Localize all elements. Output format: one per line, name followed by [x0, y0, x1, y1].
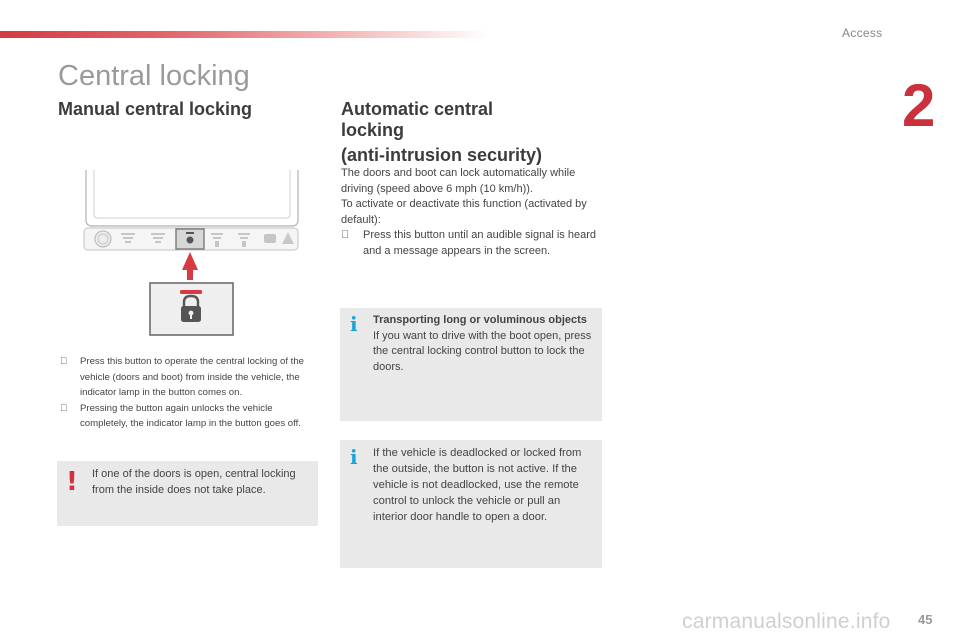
header-accent-bar — [0, 31, 490, 38]
automatic-locking-heading — [341, 99, 601, 166]
manual-step-2-text: Pressing the button again unlocks the vehicle completely, the indicator lamp in the button goes off. — [80, 402, 301, 429]
info-note-transport-title: Transporting long or voluminous objects — [373, 314, 587, 326]
info-icon: i — [350, 312, 358, 336]
bullet-icon — [60, 401, 67, 417]
automatic-locking-body — [341, 166, 605, 259]
info-note-deadlock-text: If the vehicle is deadlocked or locked from the outside, the button is not active. If the vehicle is not deadlocked, use the remote control to unlock the vehicle or pull an interior door handle to open a door. — [373, 447, 582, 523]
pointer-arrow — [182, 252, 198, 280]
watermark: carmanualsonline.info — [682, 610, 891, 633]
automatic-heading-line1: Automatic central — [341, 99, 494, 119]
page-title: Central locking — [58, 60, 250, 92]
info-note-transport-content — [373, 313, 595, 375]
bullet-icon — [60, 354, 67, 370]
page-number: 45 — [918, 612, 933, 627]
info-note-deadlock — [340, 440, 602, 568]
manual-step-1-text: Press this button to operate the central locking of the vehicle (doors and boot) from inside the vehicle, the indicator lamp in the button comes on. — [80, 356, 304, 398]
info-icon: i — [350, 445, 358, 469]
control-panel — [84, 228, 298, 250]
automatic-instruction: To activate or deactivate this function (activated by default): — [341, 198, 587, 226]
warning-note-text: If one of the doors is open, central locking from the inside does not take place. — [92, 468, 296, 496]
automatic-heading-line2: locking — [341, 120, 405, 140]
warning-note — [57, 461, 318, 526]
manual-step-1 — [60, 354, 322, 401]
manual-step-2 — [60, 401, 322, 432]
automatic-heading-line3: (anti-intrusion security) — [341, 145, 543, 165]
chapter-number: 2 — [902, 72, 936, 139]
manual-locking-steps — [60, 354, 322, 432]
automatic-intro: The doors and boot can lock automatically while driving (speed above 6 mph (10 km/h)). — [341, 167, 576, 195]
central-locking-button-illustration — [80, 168, 310, 340]
automatic-step — [341, 228, 605, 259]
dashboard-screen — [86, 170, 298, 226]
section-name: Access — [842, 26, 883, 40]
automatic-step-text: Press this button until an audible signal is heard and a message appears in the screen. — [363, 229, 596, 257]
bullet-icon — [341, 228, 349, 244]
warning-icon: ! — [66, 467, 78, 497]
info-note-transport-text: If you want to drive with the boot open, press the central locking control button to lock the doors. — [373, 329, 592, 373]
lock-button-closeup — [150, 283, 233, 335]
manual-locking-heading: Manual central locking — [58, 99, 253, 119]
info-note-transport — [340, 308, 602, 421]
